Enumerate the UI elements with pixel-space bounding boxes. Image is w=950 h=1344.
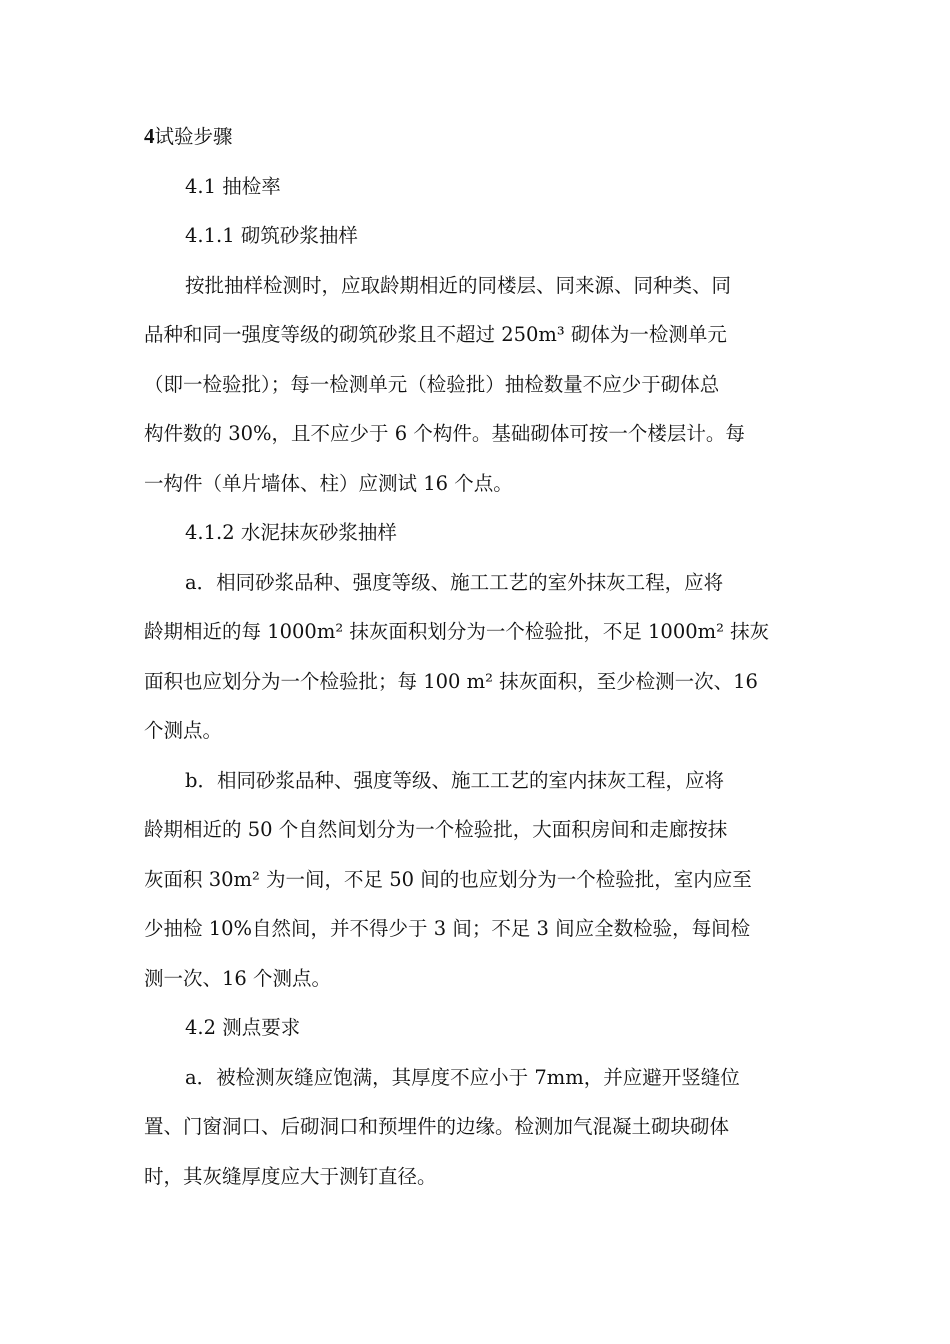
- paragraph-line: 品种和同一强度等级的砌筑砂浆且不超过 250m³ 砌体为一检测单元: [144, 323, 727, 346]
- paragraph-line: 测一次、16 个测点。: [144, 966, 332, 990]
- paragraph-line: 一构件（单片墙体、柱）应测试 16 个点。: [144, 471, 513, 495]
- subsection-heading-4-2: 4.2 测点要求: [185, 1016, 301, 1039]
- paragraph-line: b．相同砂浆品种、强度等级、施工工艺的室内抹灰工程，应将: [185, 768, 724, 792]
- paragraph-line: 少抽检 10%自然间，并不得少于 3 间；不足 3 间应全数检验，每间检: [144, 917, 751, 940]
- paragraph-line: 按批抽样检测时，应取龄期相近的同楼层、同来源、同种类、同: [185, 273, 732, 297]
- paragraph-line: 龄期相近的每 1000m² 抹灰面积划分为一个检验批，不足 1000m² 抹灰: [144, 620, 770, 643]
- paragraph-line: 构件数的 30%，且不应少于 6 个构件。基础砌体可按一个楼层计。每: [144, 422, 745, 445]
- subsection-heading-4-1-1: 4.1.1 砌筑砂浆抽样: [185, 224, 358, 247]
- paragraph-line: （即一检验批）；每一检测单元（检验批）抽检数量不应少于砌体总: [144, 372, 720, 396]
- paragraph-line: 置、门窗洞口、后砌洞口和预埋件的边缘。检测加气混凝土砌块砌体: [144, 1115, 730, 1138]
- paragraph-line: 面积也应划分为一个检验批；每 100 m² 抹灰面积，至少检测一次、16: [144, 669, 758, 693]
- section-title: 试验步骤: [154, 125, 233, 148]
- section-number: 4: [144, 124, 155, 148]
- paragraph-line: 时，其灰缝厚度应大于测钉直径。: [144, 1164, 437, 1188]
- paragraph-line: 灰面积 30m² 为一间，不足 50 间的也应划分为一个检验批，室内应至: [144, 867, 752, 891]
- subsection-heading-4-1-2: 4.1.2 水泥抹灰砂浆抽样: [185, 521, 397, 544]
- document-page: [144, 112, 806, 1201]
- paragraph-line: 个测点。: [144, 719, 223, 742]
- section-heading: [144, 112, 806, 162]
- paragraph-line: a．被检测灰缝应饱满，其厚度不应小于 7mm，并应避开竖缝位: [185, 1065, 740, 1089]
- paragraph-line: a．相同砂浆品种、强度等级、施工工艺的室外抹灰工程，应将: [185, 570, 724, 594]
- paragraph-line: 龄期相近的 50 个自然间划分为一个检验批，大面积房间和走廊按抹: [144, 818, 728, 841]
- subsection-heading-4-1: 4.1 抽检率: [185, 174, 281, 198]
